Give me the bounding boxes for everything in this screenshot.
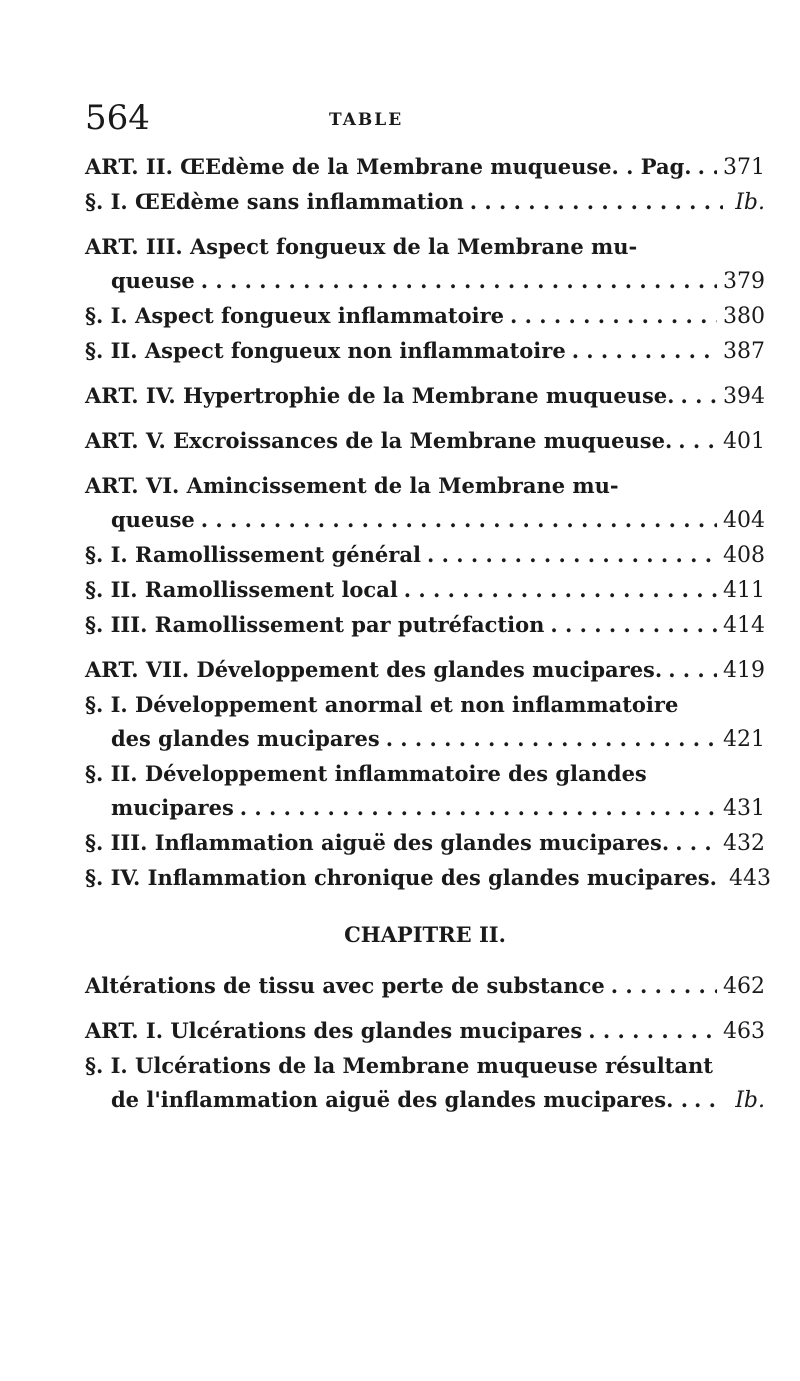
leader-dots: [201, 503, 717, 537]
toc-entry-text: ART. VII. Développement des glandes mucipares.: [85, 657, 663, 682]
toc-entry-text: de l'inflammation aiguë des glandes mucipares. .: [111, 1087, 689, 1112]
toc-entry-line: [85, 299, 765, 334]
toc-entry: [85, 826, 765, 861]
toc-entry-text: §. III. Ramollissement par putréfaction: [85, 612, 545, 637]
toc-entry: [85, 653, 765, 688]
toc-entry-text: ART. VI. Amincissement de la Membrane mu-: [85, 473, 619, 498]
toc-entry-text: §. IV. Inflammation chronique des glandes mucipares.: [85, 865, 717, 890]
toc-entry: [85, 969, 765, 1004]
toc-page-number: 462: [723, 974, 765, 999]
toc-entry: [85, 379, 765, 414]
toc-entry-line: [85, 503, 765, 538]
toc-entry-text: §. I. Ulcérations de la Membrane muqueuse résultant: [85, 1053, 713, 1078]
toc-entry: [85, 1014, 765, 1049]
toc-entry-text: §. II. Aspect fongueux non inflammatoire: [85, 338, 566, 363]
toc-entry: [85, 861, 771, 896]
leader-dots: [588, 1014, 717, 1048]
toc-page-number: 463: [723, 1019, 765, 1044]
toc-page-number: 443: [728, 866, 771, 891]
leader-dots: [611, 969, 717, 1003]
toc-page-number: 404: [723, 508, 765, 533]
toc-entry-line: [85, 469, 765, 503]
toc-entry-line: [85, 722, 765, 757]
toc-entry-text: ART. I. Ulcérations des glandes mucipares: [85, 1018, 583, 1043]
leader-dots: [470, 185, 723, 219]
toc-page-number: 387: [723, 339, 765, 364]
toc-entry-line: [85, 861, 771, 896]
toc-page-number: 431: [723, 796, 765, 821]
toc-entry-text: §. I. ŒEdème sans inflammation: [85, 189, 464, 214]
leader-dots: [678, 424, 717, 458]
toc-entry-line: [85, 379, 765, 414]
toc-entry-line: [85, 185, 765, 220]
toc-page-number: 379: [723, 269, 765, 294]
toc-entry-text: ART. V. Excroissances de la Membrane muqueuse.: [85, 428, 673, 453]
toc-page-number: 432: [723, 831, 765, 856]
toc-entry: [85, 334, 765, 369]
toc-entry-text: ART. II. ŒEdème de la Membrane muqueuse. . Pag.: [85, 154, 692, 179]
toc-entry-line: [85, 608, 765, 643]
toc-entry: [85, 185, 765, 220]
toc-entry-text: §. II. Ramollissement local: [85, 577, 398, 602]
leader-dots: [668, 653, 717, 687]
toc-page-number: 421: [723, 727, 765, 752]
leader-dots: [386, 722, 717, 756]
toc-page-number: Ib.: [735, 190, 765, 215]
toc-entries: [85, 150, 771, 896]
toc-page-number: 380: [723, 304, 765, 329]
toc-entry-line: [85, 538, 765, 573]
toc-entry-text: queuse: [111, 268, 195, 293]
chapter-heading: CHAPITRE II.: [344, 922, 506, 947]
leader-dots: [427, 538, 717, 572]
toc-entry-line: [85, 230, 765, 264]
toc-page-number: 414: [723, 613, 765, 638]
toc-entry-line: [85, 1049, 765, 1083]
leader-dots: [698, 150, 717, 184]
toc-entry-text: des glandes mucipares: [111, 726, 380, 751]
toc-entry-line: [85, 969, 765, 1004]
leader-dots: [201, 264, 717, 298]
toc-entry: [85, 230, 765, 299]
toc-entry-line: [85, 688, 765, 722]
toc-entries-chapter-2: [85, 969, 765, 1118]
toc-entry-line: [85, 264, 765, 299]
toc-page-number: 371: [723, 155, 765, 180]
leader-dots: [675, 826, 717, 860]
toc-entry-line: [85, 1083, 765, 1118]
toc-entry-text: §. I. Ramollissement général: [85, 542, 421, 567]
toc-entry: [85, 688, 765, 757]
toc-entry-line: [85, 826, 765, 861]
leader-dots: [404, 573, 717, 607]
leader-dots: [550, 608, 717, 642]
toc-page-number: 419: [723, 658, 765, 683]
toc-entry: [85, 424, 765, 459]
toc-entry-text: §. I. Développement anormal et non inflammatoire: [85, 692, 679, 717]
leader-dots: [694, 1083, 723, 1117]
toc-page-number: 394: [723, 384, 765, 409]
toc-entry-text: queuse: [111, 507, 195, 532]
leader-dots: [572, 334, 717, 368]
leader-dots: [680, 379, 717, 413]
toc-entry-text: §. III. Inflammation aiguë des glandes mucipares.: [85, 830, 670, 855]
toc-entry: [85, 299, 765, 334]
toc-entry: [85, 757, 765, 826]
page-number: 564: [85, 98, 150, 138]
toc-entry-text: mucipares: [111, 795, 234, 820]
toc-page-number: 408: [723, 543, 765, 568]
toc-entry-text: ART. III. Aspect fongueux de la Membrane mu-: [85, 234, 638, 259]
toc-entry-line: [85, 573, 765, 608]
toc-page-number: 411: [723, 578, 765, 603]
toc-page-number: 401: [723, 429, 765, 454]
running-title: TABLE: [329, 110, 404, 130]
toc-entry-text: Altérations de tissu avec perte de substance: [85, 973, 605, 998]
toc-entry: [85, 573, 765, 608]
toc-page: [85, 98, 771, 1118]
toc-entry: [85, 1049, 765, 1118]
toc-entry-line: [85, 653, 765, 688]
toc-entry-line: [85, 1014, 765, 1049]
leader-dots: [240, 791, 717, 825]
toc-entry: [85, 469, 765, 538]
toc-entry-line: [85, 334, 765, 369]
leader-dots: [510, 299, 717, 333]
toc-page-number: Ib.: [735, 1088, 765, 1113]
page-header: [85, 100, 765, 140]
toc-entry: [85, 608, 765, 643]
toc-entry: [85, 150, 765, 185]
toc-entry-line: [85, 150, 765, 185]
toc-entry-text: §. I. Aspect fongueux inflammatoire: [85, 303, 505, 328]
toc-entry: [85, 538, 765, 573]
toc-entry-line: [85, 757, 765, 791]
toc-entry-line: [85, 791, 765, 826]
toc-entry-text: §. II. Développement inflammatoire des glandes: [85, 761, 647, 786]
toc-entry-line: [85, 424, 765, 459]
toc-entry-text: ART. IV. Hypertrophie de la Membrane muqueuse.: [85, 383, 675, 408]
